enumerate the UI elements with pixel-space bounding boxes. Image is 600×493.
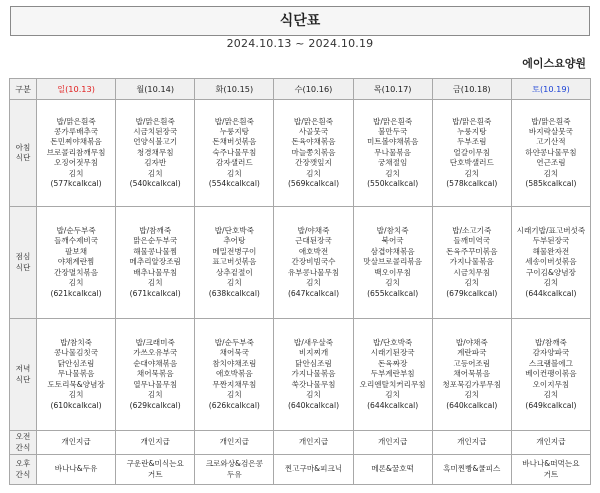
menu-cell <box>511 319 590 431</box>
menu-item: 두부된장국 <box>532 236 570 246</box>
menu-item: 닭안심조림 <box>57 358 95 368</box>
menu-item: 바나나&두유 <box>54 464 98 474</box>
menu-item: (554kcalkcal) <box>208 179 260 189</box>
menu-item: 김치 <box>385 390 400 400</box>
row-label-line: 점심 <box>15 252 31 262</box>
menu-item: 김치 <box>306 390 321 400</box>
menu-item: 흑미찐빵&쿨피스 <box>443 464 501 474</box>
menu-item: 김자반 <box>144 158 167 168</box>
day-header-sun: 일(10.13) <box>37 79 116 100</box>
menu-item: 감자양파국 <box>532 348 570 358</box>
menu-cell <box>274 455 353 485</box>
menu-cell <box>353 100 432 207</box>
menu-item: 상추겉절이 <box>216 267 253 277</box>
menu-item: 숙주나물무침 <box>212 147 257 157</box>
menu-cell <box>37 431 116 455</box>
day-header-thu: 목(10.17) <box>353 79 432 100</box>
menu-item: 간장깻잎지 <box>295 158 332 168</box>
menu-item: 시래기된장국 <box>370 348 415 358</box>
menu-item: (644kcalkcal) <box>367 400 419 410</box>
menu-cell <box>195 431 274 455</box>
menu-cell <box>511 431 590 455</box>
menu-item: 개인지급 <box>61 437 91 447</box>
menu-item: 쑥갓나물무침 <box>291 379 336 389</box>
menu-cell <box>274 431 353 455</box>
menu-item: (626kcalkcal) <box>208 400 260 410</box>
menu-item: 돈채버섯볶음 <box>212 137 257 147</box>
lunch-row <box>10 207 591 319</box>
menu-item: 세송이버섯볶음 <box>525 257 577 267</box>
menu-item: 북어국 <box>381 236 404 246</box>
menu-item: 해물콩나물찜 <box>133 246 178 256</box>
menu-cell <box>432 100 511 207</box>
facility-name: 에이스요양원 <box>522 57 586 70</box>
menu-item: 개인지급 <box>457 437 487 447</box>
menu-item: 김치 <box>68 278 84 288</box>
menu-item: 밥/단호박죽 <box>373 338 413 348</box>
menu-item: 메추리알장조림 <box>129 257 181 267</box>
row-label-line: 저녁 <box>15 364 31 374</box>
menu-item: 고등어조림 <box>453 358 491 368</box>
corner-label: 구분 <box>10 79 37 100</box>
menu-item: 간장멸치볶음 <box>54 267 99 277</box>
menu-item: 참치야채조림 <box>212 358 257 368</box>
menu-item: 채어묵국 <box>219 348 250 358</box>
menu-item: 연근조림 <box>536 158 566 168</box>
menu-item: 김치 <box>147 278 163 288</box>
menu-item: 구운란&미식는요 <box>126 459 184 469</box>
menu-item: 김치 <box>147 390 163 400</box>
menu-item: 돈육짜장 <box>377 358 408 368</box>
menu-item: 김치 <box>306 278 321 288</box>
menu-item: 김치 <box>227 168 242 178</box>
row-label-line: 식단 <box>15 153 31 162</box>
row-label <box>10 207 37 319</box>
row-label <box>10 455 37 485</box>
menu-item: 무짠지채무침 <box>212 379 257 389</box>
menu-item: 밥/참치죽 <box>60 338 93 348</box>
menu-item: 오징어젓무침 <box>54 158 99 168</box>
menu-item: (577kcalkcal) <box>50 179 102 189</box>
menu-item: 김치 <box>227 390 242 400</box>
menu-item: 김치 <box>147 168 163 178</box>
menu-item: 브로콜리참깨무침 <box>46 147 106 157</box>
menu-item: 도토리묵&양념장 <box>47 379 105 389</box>
menu-item: 맛살브로콜리볶음 <box>363 257 422 267</box>
menu-item: 표고버섯볶음 <box>212 257 257 267</box>
menu-item: 돈육야채볶음 <box>291 137 336 147</box>
menu-item: 밥/맑은흰죽 <box>293 116 334 126</box>
menu-item: (569kcalkcal) <box>287 179 340 189</box>
menu-item: 백오이무침 <box>374 267 411 277</box>
menu-cell <box>195 319 274 431</box>
menu-item: 오이지무침 <box>532 379 570 389</box>
menu-item: 가지나물볶음 <box>291 369 336 379</box>
menu-item: 닭안심조림 <box>295 358 332 368</box>
date-range: 2024.10.13 ~ 2024.10.19 <box>226 37 374 50</box>
row-label-line: 아침 <box>15 142 31 152</box>
menu-cell <box>432 319 511 431</box>
day-header-sat: 토(10.19) <box>511 79 590 100</box>
menu-item: 밥/크래미죽 <box>135 338 175 348</box>
menu-item: 두부조림 <box>457 137 487 147</box>
menu-item: 팔보채 <box>65 246 88 256</box>
menu-item: 돈민찌야채볶음 <box>50 137 102 147</box>
breakfast-row <box>10 100 591 207</box>
day-header-mon: 월(10.14) <box>116 79 195 100</box>
menu-item: 간장비빔국수 <box>291 257 336 267</box>
row-label <box>10 319 37 431</box>
menu-item: (621kcalkcal) <box>50 288 102 298</box>
menu-item: (679kcalkcal) <box>446 288 498 298</box>
menu-item: 채어묵볶음 <box>136 369 174 379</box>
menu-item: 김치 <box>227 278 242 288</box>
menu-item: 애호박볶음 <box>216 369 253 379</box>
menu-item: 무나물볶음 <box>374 147 411 157</box>
menu-item: 순대야채볶음 <box>133 358 178 368</box>
menu-item: (610kcalkcal) <box>50 400 102 410</box>
menu-cell <box>116 100 195 207</box>
menu-item: 계란파국 <box>457 348 487 358</box>
menu-item: 불만두국 <box>377 126 408 136</box>
menu-cell <box>37 319 116 431</box>
menu-item: 가지나물볶음 <box>449 257 494 267</box>
menu-cell <box>274 207 353 319</box>
menu-item: 사골뭇국 <box>298 126 329 136</box>
menu-item: 밥/맑은흰죽 <box>135 116 175 126</box>
menu-item: 누룽지탕 <box>457 126 487 136</box>
menu-cell <box>195 100 274 207</box>
menu-item: 고기산적 <box>536 137 566 147</box>
menu-item: (647kcalkcal) <box>287 288 340 298</box>
menu-item: (578kcalkcal) <box>446 179 498 189</box>
day-header-row <box>10 79 591 100</box>
menu-item: 개인지급 <box>219 437 250 447</box>
menu-item: 미트볼야채볶음 <box>366 137 419 147</box>
menu-cell <box>116 455 195 485</box>
menu-item: 들깨미역국 <box>453 236 491 246</box>
menu-item: (649kcalkcal) <box>525 400 577 410</box>
menu-cell <box>511 100 590 207</box>
row-label-line: 간식 <box>15 442 31 452</box>
menu-item: (671kcalkcal) <box>129 288 181 298</box>
menu-cell <box>353 319 432 431</box>
menu-item: 밥/순두부죽 <box>214 338 254 348</box>
menu-cell <box>353 207 432 319</box>
menu-item: 찐고구마&피크닉 <box>284 464 343 474</box>
menu-cell <box>353 455 432 485</box>
menu-item: 무나물볶음 <box>57 369 95 379</box>
menu-item: 얼갈이무침 <box>453 147 491 157</box>
menu-cell <box>274 100 353 207</box>
menu-cell <box>274 319 353 431</box>
menu-item: 비지찌개 <box>298 348 329 358</box>
menu-item: 배추나물무침 <box>133 267 178 277</box>
menu-item: 두유 <box>227 469 242 479</box>
menu-item: 밥/참치죽 <box>376 226 409 236</box>
menu-item: 누룽지탕 <box>219 126 250 136</box>
afternoon-snack-row <box>10 455 591 485</box>
menu-item: 베이컨팽이볶음 <box>525 369 577 379</box>
menu-item: 김치 <box>543 278 559 288</box>
menu-cell <box>432 455 511 485</box>
menu-item: 근대된장국 <box>295 236 332 246</box>
menu-item: 밥/야채죽 <box>455 338 488 348</box>
menu-item: 김치 <box>68 390 84 400</box>
menu-item: 스크램블에그 <box>528 358 573 368</box>
day-header-wed: 수(10.16) <box>274 79 353 100</box>
menu-cell <box>511 455 590 485</box>
menu-item: 김치 <box>385 278 400 288</box>
menu-item: 메론&꿀호떡 <box>371 464 414 474</box>
menu-item: 밥/순두부죽 <box>56 226 96 236</box>
menu-item: 콩나물김칫국 <box>54 348 99 358</box>
menu-item: 단호박샐러드 <box>449 158 494 168</box>
menu-cell <box>511 207 590 319</box>
menu-item: 열무나물무침 <box>133 379 178 389</box>
menu-item: 오리엔탈치커리무침 <box>359 379 426 389</box>
menu-item: (655kcalkcal) <box>367 288 419 298</box>
menu-item: 구이김&양념장 <box>525 267 576 277</box>
menu-item: 거트 <box>147 469 163 479</box>
menu-item: 삼겹야채볶음 <box>370 246 415 256</box>
menu-cell <box>353 431 432 455</box>
menu-item: 밥/새우살죽 <box>293 338 334 348</box>
menu-item: 시금치무침 <box>453 267 491 277</box>
menu-item: (550kcalkcal) <box>367 179 419 189</box>
menu-item: 유부콩나물무침 <box>287 267 340 277</box>
menu-item: 김치 <box>68 168 84 178</box>
menu-item: 시금치된장국 <box>133 126 178 136</box>
menu-item: 김치 <box>543 390 559 400</box>
menu-item: (644kcalkcal) <box>525 288 577 298</box>
menu-item: 개인지급 <box>536 437 566 447</box>
menu-cell <box>37 100 116 207</box>
row-label-line: 식단 <box>15 374 31 384</box>
menu-item: 개인지급 <box>140 437 170 447</box>
menu-cell <box>37 207 116 319</box>
menu-cell <box>116 431 195 455</box>
menu-item: 밥/야채죽 <box>297 226 330 236</box>
menu-item: 개인지급 <box>377 437 408 447</box>
menu-item: 마늘쫑치볶음 <box>291 147 336 157</box>
menu-cell <box>116 319 195 431</box>
row-label <box>10 100 37 207</box>
dinner-row <box>10 319 591 431</box>
menu-item: 메밀전병구이 <box>212 246 257 256</box>
menu-cell <box>116 207 195 319</box>
menu-item: 돈육주꾸미볶음 <box>446 246 498 256</box>
menu-item: 궁채절임 <box>377 158 408 168</box>
menu-item: 콩가루배추국 <box>54 126 99 136</box>
menu-item: 야채계란찜 <box>57 257 95 267</box>
menu-item: 청경채무침 <box>136 147 174 157</box>
menu-item: 김치 <box>306 168 321 178</box>
menu-title-box <box>10 6 590 36</box>
menu-cell <box>195 207 274 319</box>
menu-item: 김치 <box>464 168 480 178</box>
menu-item: 밥/맑은흰죽 <box>452 116 492 126</box>
menu-item: 해물완자전 <box>532 246 570 256</box>
menu-item: (540kcalkcal) <box>129 179 181 189</box>
menu-item: 시래기밥/표고버섯죽 <box>516 226 586 236</box>
menu-item: 밥/맑은흰죽 <box>56 116 96 126</box>
menu-item: 청포묵김가루무침 <box>442 379 502 389</box>
menu-item: (585kcalkcal) <box>525 179 577 189</box>
menu-item: 감자샐러드 <box>216 158 253 168</box>
menu-item: 개인지급 <box>298 437 329 447</box>
menu-cell <box>432 431 511 455</box>
menu-item: 애호박전 <box>298 246 329 256</box>
menu-item: 언양식불고기 <box>133 137 178 147</box>
menu-item: 바나나&떠먹는요 <box>522 459 580 469</box>
menu-item: (640kcalkcal) <box>446 400 498 410</box>
row-label <box>10 431 37 455</box>
menu-item: 두부계란부침 <box>370 369 415 379</box>
menu-item: 맑은순두부국 <box>133 236 178 246</box>
menu-cell <box>432 207 511 319</box>
menu-item: 김치 <box>464 390 480 400</box>
menu-item: 크로와상&검은콩 <box>205 459 263 469</box>
menu-item: (640kcalkcal) <box>287 400 340 410</box>
day-header-tue: 화(10.15) <box>195 79 274 100</box>
menu-item: 김치 <box>543 168 559 178</box>
menu-item: 들깨수제비국 <box>54 236 99 246</box>
menu-item: 밥/맑은흰죽 <box>531 116 571 126</box>
menu-item: 밥/참깨죽 <box>534 338 567 348</box>
menu-item: 하얀콩나물무침 <box>525 147 577 157</box>
row-label-line: 오전 <box>15 432 31 442</box>
menu-item: (629kcalkcal) <box>129 400 181 410</box>
menu-item: (638kcalkcal) <box>208 288 260 298</box>
weekly-menu-table <box>9 78 591 485</box>
menu-item: 밥/맑은흰죽 <box>373 116 413 126</box>
menu-item: 바지락살뭇국 <box>528 126 573 136</box>
menu-cell <box>195 455 274 485</box>
menu-item: 추어탕 <box>223 236 246 246</box>
page-title: 식단표 <box>279 13 321 29</box>
menu-item: 밥/맑은흰죽 <box>214 116 254 126</box>
menu-item: 거트 <box>543 469 559 479</box>
morning-snack-row <box>10 431 591 455</box>
row-label-line: 식단 <box>15 262 31 272</box>
menu-item: 가쓰오유부국 <box>133 348 178 358</box>
menu-item: 밥/단호박죽 <box>214 226 254 236</box>
row-label-line: 오후 <box>15 459 31 469</box>
row-label-line: 간식 <box>15 469 31 479</box>
menu-item: 밥/소고기죽 <box>452 226 492 236</box>
menu-item: 채어묵볶음 <box>453 369 491 379</box>
menu-cell <box>37 455 116 485</box>
menu-item: 밥/참깨죽 <box>139 226 172 236</box>
menu-item: 김치 <box>385 168 400 178</box>
day-header-fri: 금(10.18) <box>432 79 511 100</box>
menu-item: 김치 <box>464 278 480 288</box>
